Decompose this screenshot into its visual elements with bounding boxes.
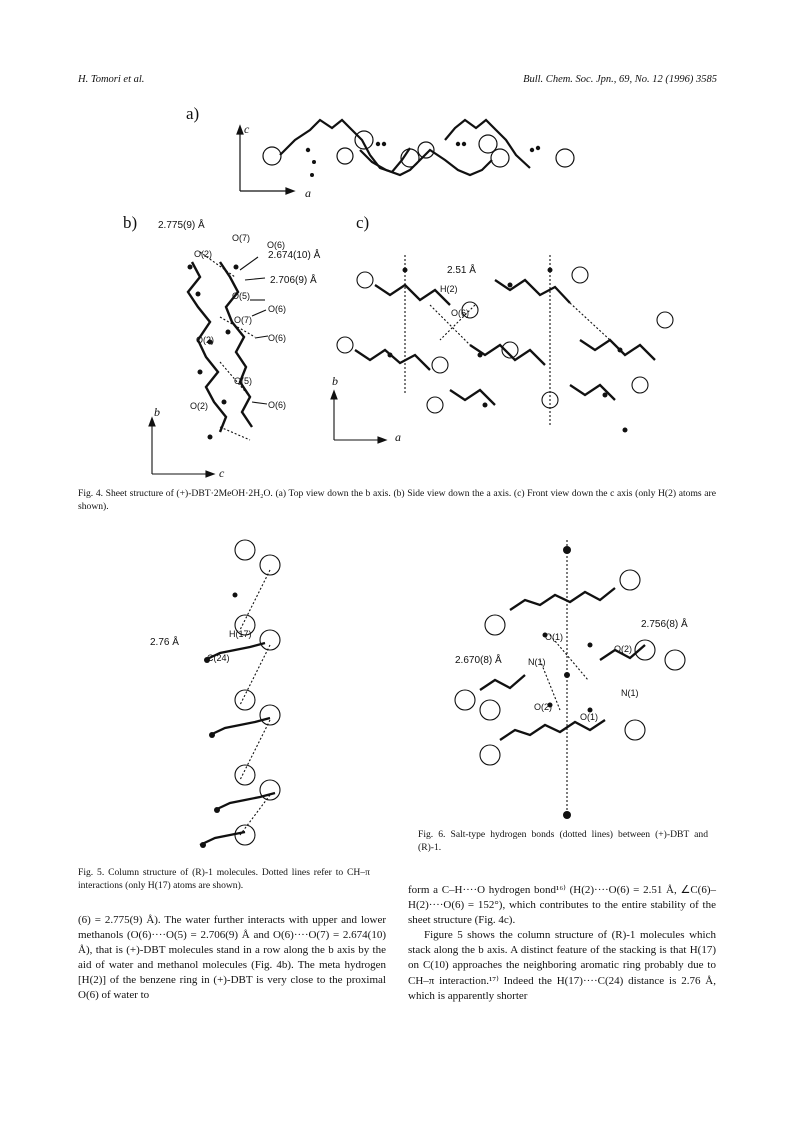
- fig4b-label-o6c: O(6): [268, 333, 286, 343]
- fig6-label-n1b: N(1): [621, 688, 639, 698]
- fig6-dist-2: 2.670(8) Å: [455, 655, 502, 666]
- fig4-panel-b-label: b): [123, 213, 138, 232]
- fig4c-label-h2: H(2): [440, 284, 458, 294]
- body-right-column: [408, 883, 716, 1004]
- fig4-panel-a-label: a): [186, 104, 200, 123]
- paragraph: Figure 5 shows the column structure of (R)-1 molecules which stack along the b axis. A distinct feature of the stacking is that H(17) on C(10) approaches the neighboring aromatic ring probably due to CH–π interaction.¹⁷⁾ Indeed the H(17)····C(24) distance is 2.76 Å, which is apparently shorter: [408, 929, 716, 1002]
- fig4c-drawing: [320, 245, 690, 450]
- fig4c-dist: 2.51 Å: [447, 265, 476, 276]
- fig6-label-o1a: O(1): [545, 632, 563, 642]
- running-head-journal: Bull. Chem. Soc. Jpn., 69, No. 12 (1996) 3585: [523, 74, 717, 85]
- fig4b-label-o2c: O(2): [190, 401, 208, 411]
- fig6-label-o2a: O(2): [614, 644, 632, 654]
- fig6-caption: Fig. 6. Salt-type hydrogen bonds (dotted lines) between (+)-DBT and (R)-1.: [418, 829, 708, 853]
- fig4a-drawing: [230, 100, 590, 200]
- fig4c-axis-b: b: [332, 374, 338, 388]
- fig6-label-o2b: O(2): [534, 702, 552, 712]
- fig4-panel-c-label: c): [356, 213, 370, 232]
- fig5-caption: Fig. 5. Column structure of (R)-1 molecules. Dotted lines refer to CH–π interactions (only H(17) atoms are shown).: [78, 867, 370, 891]
- fig4a-axis-c: c: [244, 122, 250, 136]
- fig6-label-o1b: O(1): [580, 712, 598, 722]
- fig4b-label-o5a: O(5): [232, 291, 250, 301]
- fig4c-label-o6: O(6): [451, 308, 469, 318]
- fig6-dist-1: 2.756(8) Å: [641, 619, 688, 630]
- fig6-label-n1a: N(1): [528, 657, 546, 667]
- fig4b-label-o2a: O(2): [194, 249, 212, 259]
- fig4-caption: Fig. 4. Sheet structure of (+)-DBT·2MeOH·2H₂O. (a) Top view down the b axis. (b) Side view down the a axis. (c) Front view down the c axis (only H(2) atoms are shown).: [78, 488, 716, 512]
- fig4b-axis-b: b: [154, 405, 160, 419]
- fig4b-axis-c: c: [219, 466, 225, 480]
- body-left-column: [78, 913, 386, 1004]
- paragraph: form a C–H····O hydrogen bond¹⁶⁾ (H(2)····O(6) = 2.51 Å, ∠C(6)–H(2)····O(6) = 152°), which contributes to the entire stability of the sheet structure (Fig. 4c).: [408, 884, 716, 927]
- fig4b-label-o7b: O(7): [234, 315, 252, 325]
- fig4b-label-o6d: O(6): [268, 400, 286, 410]
- fig4b-label-o6b: O(6): [268, 304, 286, 314]
- fig5-distance: 2.76 Å: [150, 637, 179, 648]
- paragraph: (6) = 2.775(9) Å). The water further interacts with upper and lower methanols (O(6)····O(5) = 2.706(9) Å and O(6)····O(7) = 2.674(10) Å), that is (+)-DBT molecules stand in a row along the b axis by the aid of water and methanol molecules (Fig. 4b). The meta hydrogen [H(2)] of the benzene ring in (+)-DBT is very close to the proximal O(6) of water to: [78, 914, 386, 1002]
- fig4b-dist-2: 2.674(10) Å: [268, 250, 321, 261]
- fig4b-dist-3: 2.706(9) Å: [270, 275, 317, 286]
- fig4a-axis-a: a: [305, 186, 311, 200]
- fig4c-axis-a: a: [395, 430, 401, 444]
- fig5-drawing: [195, 535, 315, 855]
- running-head-authors: H. Tomori et al.: [78, 74, 145, 85]
- fig5-label-h17: H(17): [229, 629, 252, 639]
- fig5-label-c24: C(24): [207, 653, 230, 663]
- fig4b-label-o2b: O(2): [196, 335, 214, 345]
- fig4b-drawing: [140, 222, 280, 482]
- fig4b-label-o5b: O(5): [234, 376, 252, 386]
- fig4b-dist-1: 2.775(9) Å: [158, 220, 205, 231]
- fig4b-label-o7a: O(7): [232, 233, 250, 243]
- fig4b-label-o6a: O(6): [267, 240, 285, 250]
- fig6-drawing: [440, 540, 710, 825]
